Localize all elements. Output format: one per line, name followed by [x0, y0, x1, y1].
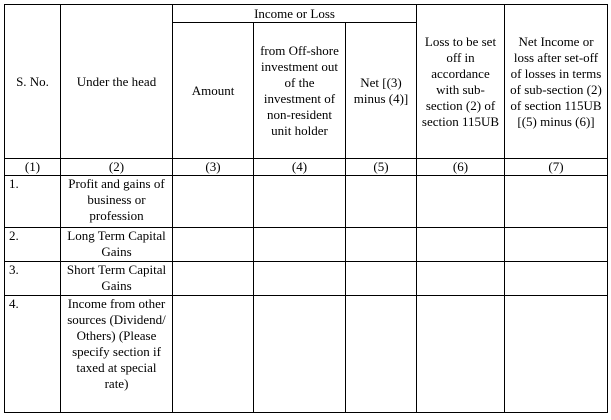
- table-row: [5, 228, 608, 262]
- amount-cell: [173, 176, 254, 228]
- table-row: [5, 296, 608, 413]
- net-income-cell: [505, 296, 608, 413]
- offshore-cell: [254, 228, 346, 262]
- amount-cell: [173, 296, 254, 413]
- header-sno: S. No.: [5, 5, 61, 159]
- column-number: (6): [417, 159, 505, 176]
- header-offshore: from Off-shore investment out of the investment of non-resident unit holder: [254, 23, 346, 159]
- header-net: Net [(3) minus (4)]: [346, 23, 417, 159]
- income-table: [4, 4, 608, 413]
- row-sno: 1.: [5, 176, 61, 228]
- net-cell: [346, 228, 417, 262]
- net-cell: [346, 176, 417, 228]
- loss-setoff-cell: [417, 262, 505, 296]
- column-number: (4): [254, 159, 346, 176]
- offshore-cell: [254, 262, 346, 296]
- table-row: [5, 262, 608, 296]
- column-number: (7): [505, 159, 608, 176]
- row-sno: 4.: [5, 296, 61, 413]
- column-number: (1): [5, 159, 61, 176]
- row-head: Long Term Capital Gains: [61, 228, 173, 262]
- row-sno: 3.: [5, 262, 61, 296]
- loss-setoff-cell: [417, 228, 505, 262]
- net-cell: [346, 262, 417, 296]
- loss-setoff-cell: [417, 176, 505, 228]
- net-income-cell: [505, 176, 608, 228]
- header-loss-setoff: Loss to be set off in accordance with sub-section (2) of section 115UB: [417, 5, 505, 159]
- column-number: (5): [346, 159, 417, 176]
- row-head: Short Term Capital Gains: [61, 262, 173, 296]
- row-head: Income from other sources (Dividend/ Others) (Please specify section if taxed at special rate): [61, 296, 173, 413]
- header-net-income: Net Income or loss after set-off of losses in terms of sub-section (2) of section 115UB [(5) minus (6)]: [505, 5, 608, 159]
- amount-cell: [173, 228, 254, 262]
- table-row: [5, 176, 608, 228]
- row-head: Profit and gains of business or profession: [61, 176, 173, 228]
- offshore-cell: [254, 176, 346, 228]
- header-under-the-head: Under the head: [61, 5, 173, 159]
- loss-setoff-cell: [417, 296, 505, 413]
- header-income-or-loss: Income or Loss: [173, 5, 417, 23]
- row-sno: 2.: [5, 228, 61, 262]
- column-number: (3): [173, 159, 254, 176]
- offshore-cell: [254, 296, 346, 413]
- net-cell: [346, 296, 417, 413]
- net-income-cell: [505, 228, 608, 262]
- amount-cell: [173, 262, 254, 296]
- net-income-cell: [505, 262, 608, 296]
- column-number: (2): [61, 159, 173, 176]
- header-amount: Amount: [173, 23, 254, 159]
